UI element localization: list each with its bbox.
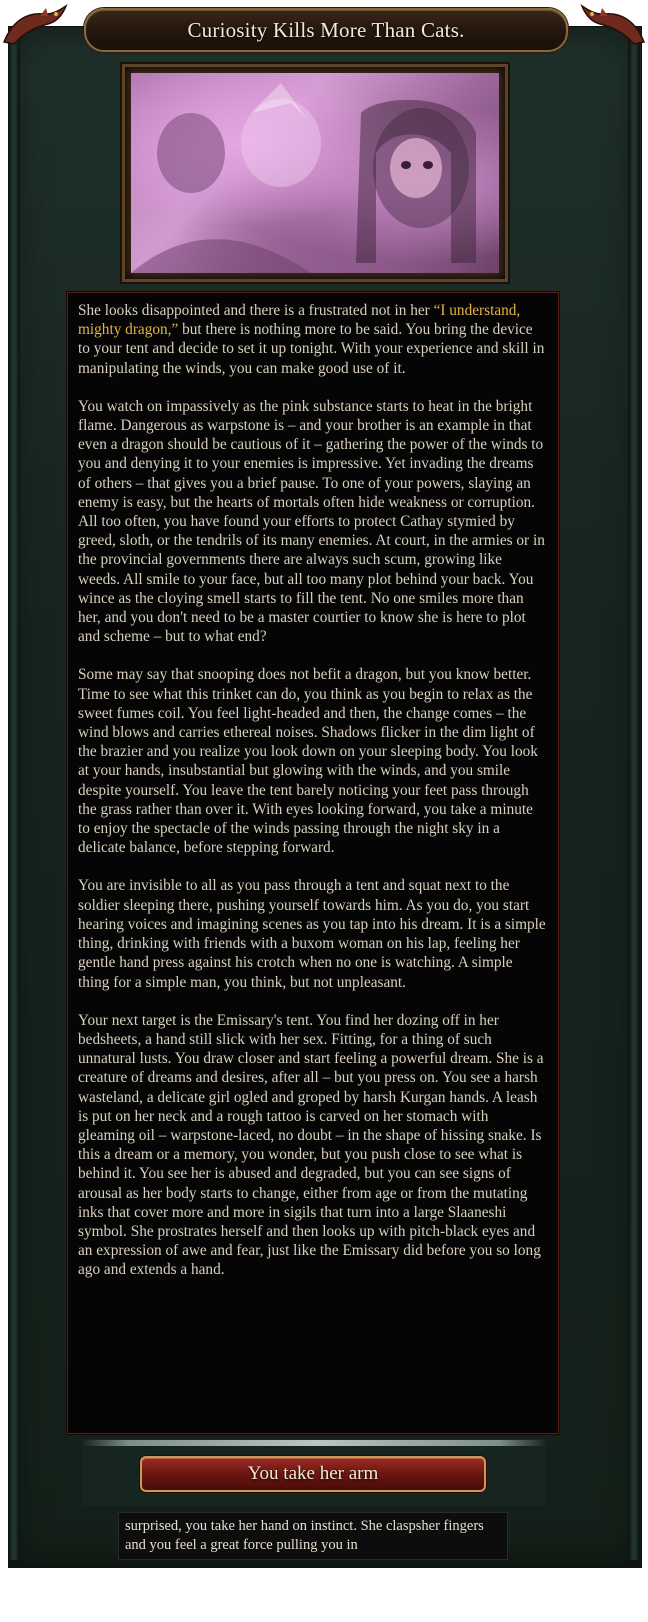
- story-text: [78, 301, 546, 1299]
- story-paragraph-3: Some may say that snooping does not befit a dragon, but you know better. Time to see what this trinket can do, you think as you begin to relax as the sweet fumes coil. You feel light-headed and then, the change comes – the wind blows and carries ethereal noises. Shadows flicker in the dim light of the brazier and you realize you look down on your sleeping body. You look at your hands, insubstantial but glowing with the winds, and you smile despite yourself. You leave the tent barely noticing your feet pass through the grass rather than over it. With eyes looking forward, you take a minute to enjoy the spectacle of the winds passing through the night sky in a delicate balance, before stepping forward.: [78, 666, 538, 857]
- choice-button-label: You take her arm: [247, 1463, 379, 1484]
- illustration-frame: [122, 64, 508, 282]
- dragon-ornament-left-icon: [0, 2, 70, 48]
- choice-button-take-arm[interactable]: [140, 1456, 486, 1492]
- choice-divider: [82, 1440, 546, 1446]
- illustration-figures-icon: [131, 73, 499, 273]
- panel-right-border: [628, 30, 640, 1560]
- story-paragraph-1: [78, 301, 546, 378]
- story-text-box[interactable]: [67, 292, 559, 1434]
- choice-tooltip: surprised, you take her hand on instinct. She claspsher fingers and you feel a great force pulling you in: [118, 1512, 508, 1560]
- story-paragraph-1-text: She looks disappointed and there is a frustrated not in her: [78, 302, 434, 319]
- story-paragraph-4: You are invisible to all as you pass through a tent and squat next to the soldier sleeping there, pushing yourself towards him. As you do, you start hearing voices and imagining scenes as you tap into his dream. It is a simple thing, drinking with friends with a buxom woman on his lap, feeling her gentle hand press against his crotch when no one is watching. A simple thing for a simple man, you think, but not unpleasant.: [78, 877, 546, 991]
- story-paragraph-5: Your next target is the Emissary's tent. You find her dozing off in her bedsheets, a hand still slick with her sex. Fitting, for a thing of such unnatural lusts. You draw closer and start feeling a powerful dream. She is a creature of dreams and desires, after all – but you press on. You see a harsh wasteland, a delicate girl ogled and groped by harsh Kurgan hands. A leash is put on her neck and a rough tattoo is carved on her stomach with gleaming oil – warpstone-laced, no doubt – in the shape of hissing snake. Is this a dream or a memory, you wonder, but you push close to see what is behind it. You see her is abused and degraded, but you can see signs of arousal as her body starts to change, either from age or from the mutating inks that cover more and more in sigils that turn into a large Slaaneshi symbol. She prostrates herself and then looks up with pitch-black eyes and an expression of awe and fear, just like the Emissary did before you so long ago and extends a hand.: [78, 1011, 544, 1279]
- story-paragraph-1-text-end: but there is nothing more to be said. You bring the device to your tent and decide to set it up tonight. With your experience and skill in manipulating the winds, you can make good use of it.: [78, 321, 545, 377]
- dialogue-quote: “I understand, mighty dragon,”: [78, 302, 521, 339]
- story-paragraph-2: You watch on impassively as the pink substance starts to heat in the bright flame. Dangerous as warpstone is – and your brother is an example in that even a dragon should be cautious of it – gathering the power of the winds to you and denying it to your enemies is impressive. Yet invading the dreams of others – that gives you a brief pause. To one of your powers, slaying an enemy is easy, but the hearts of mortals often hide weakness or corruption. All too often, you have found your efforts to protect Cathay stymied by greed, sloth, or the tendrils of its many enemies. At court, in the armies or in the provincial governments there are always such scum, growing like weeds. All smile to your face, but all too many plot behind your back. You wince as the cloying smell starts to fill the tent. No one smiles more than her, and you don't need to be a master courtier to know she is here to plot and scheme – but to what end?: [78, 397, 545, 646]
- panel-left-border: [8, 30, 20, 1560]
- event-illustration: [131, 73, 499, 273]
- event-title: Curiosity Kills More Than Cats.: [187, 17, 465, 42]
- dragon-ornament-right-icon: [578, 2, 648, 48]
- title-bar: [84, 8, 568, 52]
